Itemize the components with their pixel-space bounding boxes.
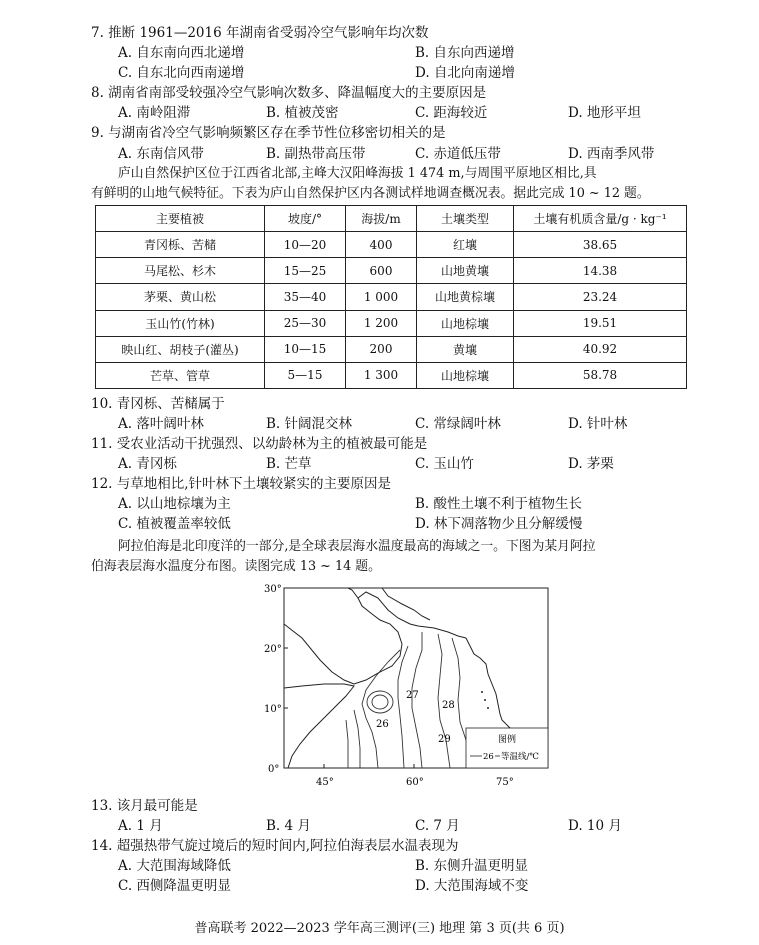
lat-label: 0° <box>268 764 280 775</box>
q10-option-b[interactable]: B. 针阔混交林 <box>266 416 353 432</box>
q8-option-d[interactable]: D. 地形平坦 <box>568 105 641 121</box>
table-cell: 山地黄棕壤 <box>417 284 514 310</box>
arabian-sea-sst-map <box>262 580 552 790</box>
table-cell: 38.65 <box>514 232 687 258</box>
table-header: 坡度/° <box>265 206 346 232</box>
table-cell: 25—30 <box>265 310 346 336</box>
table-cell: 19.51 <box>514 310 687 336</box>
table-cell: 茅栗、黄山松 <box>96 284 265 310</box>
table-cell: 58.78 <box>514 362 687 388</box>
lat-label: 30° <box>264 584 282 595</box>
passage-arabian-line2: 伯海表层海水温度分布图。读图完成 13 ~ 14 题。 <box>91 559 381 574</box>
q13-stem: 13. 该月最可能是 <box>91 798 198 814</box>
q12-stem: 12. 与草地相比,针叶林下土壤较紧实的主要原因是 <box>91 476 392 492</box>
isotherm-label-26: 26 <box>376 719 389 730</box>
q13-option-a[interactable]: A. 1 月 <box>118 818 163 834</box>
table-cell: 200 <box>346 336 417 362</box>
q11-option-c[interactable]: C. 玉山竹 <box>415 456 474 472</box>
q8-option-b[interactable]: B. 植被茂密 <box>266 105 339 121</box>
table-row <box>96 362 687 388</box>
q10-stem: 10. 青冈栎、苦槠属于 <box>91 396 225 412</box>
page-footer: 普高联考 2022—2023 学年高三测评(三) 地理 第 3 页(共 6 页) <box>194 921 565 936</box>
q10-option-a[interactable]: A. 落叶阔叶林 <box>118 416 204 432</box>
q8-option-c[interactable]: C. 距海较近 <box>415 105 488 121</box>
legend-value: 26 <box>483 752 494 762</box>
table-row <box>96 284 687 310</box>
table-header: 海拔/m <box>346 206 417 232</box>
q12-option-a[interactable]: A. 以山地棕壤为主 <box>118 496 231 512</box>
table-cell: 映山红、胡枝子(灌丛) <box>96 336 265 362</box>
table-cell: 14.38 <box>514 258 687 284</box>
q9-stem: 9. 与湖南省冷空气影响频繁区存在季节性位移密切相关的是 <box>91 125 446 141</box>
table-row <box>96 232 687 258</box>
q14-option-d[interactable]: D. 大范围海域不变 <box>415 878 529 894</box>
table-cell: 23.24 <box>514 284 687 310</box>
table-row <box>96 258 687 284</box>
q14-option-c[interactable]: C. 西侧降温更明显 <box>118 878 231 894</box>
table-cell: 10—20 <box>265 232 346 258</box>
legend-title: 图例 <box>498 735 517 745</box>
q9-option-d[interactable]: D. 西南季风带 <box>568 146 655 162</box>
q10-option-c[interactable]: C. 常绿阔叶林 <box>415 416 501 432</box>
isotherm-label-27: 27 <box>406 690 419 701</box>
table-cell: 山地棕壤 <box>417 362 514 388</box>
table-header-row <box>96 206 687 232</box>
lat-label: 10° <box>264 704 282 715</box>
map-legend <box>466 728 548 768</box>
q9-option-a[interactable]: A. 东南信风带 <box>118 146 204 162</box>
q12-option-c[interactable]: C. 植被覆盖率较低 <box>118 516 231 532</box>
q8-stem: 8. 湖南省南部受较强冷空气影响次数多、降温幅度大的主要原因是 <box>91 85 487 101</box>
q14-option-b[interactable]: B. 东侧升温更明显 <box>415 858 529 874</box>
table-cell: 山地棕壤 <box>417 310 514 336</box>
table-cell: 5—15 <box>265 362 346 388</box>
table-cell: 山地黄壤 <box>417 258 514 284</box>
table-cell: 玉山竹(竹林) <box>96 310 265 336</box>
table-row <box>96 310 687 336</box>
table-cell: 40.92 <box>514 336 687 362</box>
lon-label: 45° <box>316 777 334 788</box>
q7-option-c[interactable]: C. 自东北向西南递增 <box>118 65 245 81</box>
passage-arabian-line1: 阿拉伯海是北印度洋的一部分,是全球表层海水温度最高的海域之一。下图为某月阿拉 <box>118 539 596 554</box>
q13-option-c[interactable]: C. 7 月 <box>415 818 460 834</box>
q14-option-a[interactable]: A. 大范围海域降低 <box>118 858 231 874</box>
isotherm-label-29: 29 <box>438 734 451 745</box>
table-cell: 黄壤 <box>417 336 514 362</box>
table-row <box>96 336 687 362</box>
table-cell: 1 300 <box>346 362 417 388</box>
lat-label: 20° <box>264 644 282 655</box>
q12-option-d[interactable]: D. 林下凋落物少且分解缓慢 <box>415 516 583 532</box>
q7-option-d[interactable]: D. 自北向南递增 <box>415 65 515 81</box>
q13-option-d[interactable]: D. 10 月 <box>568 818 622 834</box>
table-cell: 400 <box>346 232 417 258</box>
table-header: 主要植被 <box>96 206 265 232</box>
table-cell: 1 000 <box>346 284 417 310</box>
q12-option-b[interactable]: B. 酸性土壤不利于植物生长 <box>415 496 583 512</box>
isotherm-label-28: 28 <box>442 700 455 711</box>
table-cell: 红壤 <box>417 232 514 258</box>
table-cell: 10—15 <box>265 336 346 362</box>
q14-stem: 14. 超强热带气旋过境后的短时间内,阿拉伯海表层水温表现为 <box>91 838 459 854</box>
q7-option-a[interactable]: A. 自东南向西北递增 <box>118 45 245 61</box>
legend-text: 等温线/℃ <box>501 752 539 762</box>
table-cell: 芒草、管草 <box>96 362 265 388</box>
table-cell: 1 200 <box>346 310 417 336</box>
q13-option-b[interactable]: B. 4 月 <box>266 818 311 834</box>
q9-option-c[interactable]: C. 赤道低压带 <box>415 146 501 162</box>
islands <box>481 691 489 709</box>
table-header: 土壤有机质含量/g · kg⁻¹ <box>514 206 687 232</box>
q7-option-b[interactable]: B. 自东向西递增 <box>415 45 515 61</box>
table-cell: 15—25 <box>265 258 346 284</box>
q11-option-b[interactable]: B. 芒草 <box>266 456 312 472</box>
lon-label: 75° <box>496 777 514 788</box>
lon-label: 60° <box>406 777 424 788</box>
q11-option-d[interactable]: D. 茅栗 <box>568 456 614 472</box>
table-cell: 600 <box>346 258 417 284</box>
passage-lushan-line1: 庐山自然保护区位于江西省北部,主峰大汉阳峰海拔 1 474 m,与周围平原地区相比,具 <box>118 166 597 181</box>
survey-table <box>95 205 687 389</box>
q10-option-d[interactable]: D. 针叶林 <box>568 416 628 432</box>
q11-stem: 11. 受农业活动干扰强烈、以幼龄林为主的植被最可能是 <box>91 436 428 452</box>
q7-stem: 7. 推断 1961—2016 年湖南省受弱冷空气影响年均次数 <box>91 25 429 41</box>
table-cell: 青冈栎、苦槠 <box>96 232 265 258</box>
table-cell: 35—40 <box>265 284 346 310</box>
q11-option-a[interactable]: A. 青冈栎 <box>118 456 177 472</box>
table-cell: 马尾松、杉木 <box>96 258 265 284</box>
q8-option-a[interactable]: A. 南岭阻滞 <box>118 105 191 121</box>
table-header: 土壤类型 <box>417 206 514 232</box>
q9-option-b[interactable]: B. 副热带高压带 <box>266 146 366 162</box>
passage-lushan-line2: 有鲜明的山地气候特征。下表为庐山自然保护区内各测试样地调查概况表。据此完成 10 ~ 12 题。 <box>91 186 650 201</box>
